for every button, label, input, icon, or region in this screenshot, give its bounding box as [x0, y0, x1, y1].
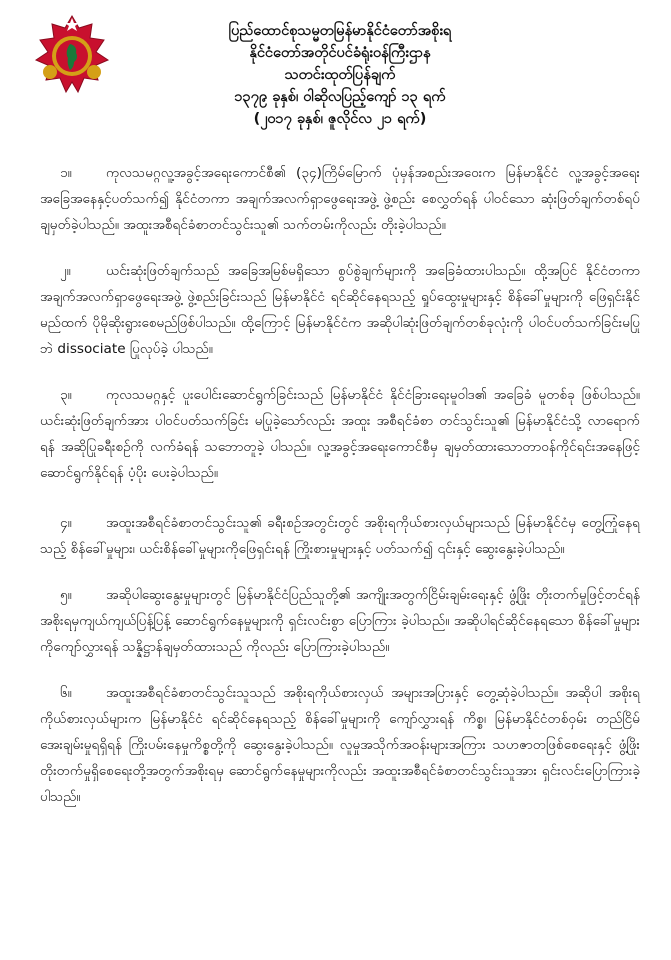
paragraph-text: အထူးအစီရင်ခံစာတင်သွင်းသူ၏ ခရီးစဉ်အတွင်းတွင် အစိုးရကိုယ်စားလှယ်များသည် မြန်မာနိုင်ငံမှ တွေ့ကြုံနေရသည့် စိန်ခေါ်မှုများ၊ ယင်းစိန်ခေါ်မှုများကိုဖြေရှင်းရန် ကြိုးစားမှုများနှင့် ပတ်သက်၍ ၎င်းနှင့် ဆွေးနွေးခဲ့ပါသည်။: [40, 515, 640, 557]
paragraph-number: ၂။: [60, 263, 71, 279]
paragraph-text: အထူးအစီရင်ခံစာတင်သွင်းသူသည် အစိုးရကိုယ်စားလှယ် အများအပြားနှင့် တွေ့ဆုံခဲ့ပါသည်။ အဆိုပါ အစိုးရကိုယ်စားလှယ်များက မြန်မာနိုင်ငံ ရင်ဆိုင်နေရသည့် စိန်ခေါ်မှုများကို ကျော်လွှားရန် ကိစ္စ၊ မြန်မာနိုင်ငံတစ်ဝှမ်း တည်ငြိမ်အေးချမ်းမှုရရှိရန် ကြိုးပမ်းနေမှုကိစ္စတို့ကို ဆွေးနွေးခဲ့ပါသည်။ လူမှုအသိုက်အဝန်းများအကြား သဟဇာတဖြစ်စေရေးနှင့် ဖွံ့ဖြိုးတိုးတက်မှုရှိစေရေးတို့အတွက်အစိုးရမှ ဆောင်ရွက်နေမှုများကိုလည်း အထူးအစီရင်ခံစာတင်သွင်းသူအား ရှင်းလင်းပြောကြားခဲ့ပါသည်။: [40, 685, 640, 805]
paragraph-number: ၁။: [60, 165, 72, 181]
paragraph-5: [40, 582, 640, 660]
paragraph-1: [40, 160, 640, 238]
paragraph-text: ကုလသမဂ္ဂလူ့အခွင့်အရေးကောင်စီ၏ (၃၄)ကြိမ်မြောက် ပုံမှန်အစည်းအဝေးက မြန်မာနိုင်ငံ လူ့အခွင့်အရေး အခြေအနေနှင့်ပတ်သက်၍ နိုင်ငံတကာ အချက်အလက်ရှာဖွေရေးအဖွဲ့ ဖွဲ့စည်း စေလွှတ်ရန် ပါဝင်သော ဆုံးဖြတ်ချက်တစ်ရပ် ချမှတ်ခဲ့ပါသည်။ အထူးအစီရင်ခံစာတင်သွင်းသူ၏ သက်တမ်းကိုလည်း တိုးခဲ့ပါသည်။: [40, 165, 640, 233]
header-document-type: သတင်းထုတ်ပြန်ချက်: [284, 67, 396, 83]
paragraph-2: [40, 258, 640, 362]
paragraph-number: ၄။: [60, 515, 72, 531]
header-ministry-title: နိုင်ငံတော်အတိုင်ပင်ခံရုံးဝန်ကြီးဌာန: [249, 45, 431, 61]
press-release-body: [40, 160, 640, 810]
paragraph-4: [40, 510, 640, 562]
header-gregorian-date: (၂၀၁၇ ခုနှစ်၊ ဇူလိုင်လ ၂၁ ရက်): [253, 111, 427, 127]
state-seal-emblem: [30, 14, 114, 98]
press-release-header: [140, 20, 540, 130]
paragraph-number: ၅။: [60, 587, 72, 603]
paragraph-text: ကုလသမဂ္ဂနှင့် ပူးပေါင်းဆောင်ရွက်ခြင်းသည် မြန်မာနိုင်ငံ နိုင်ငံခြားရေးမူဝါဒ၏ အခြေခံ မူတစ်ခု ဖြစ်ပါသည်။ ယင်းဆုံးဖြတ်ချက်အား ပါဝင်ပတ်သက်ခြင်း မပြုခဲ့သော်လည်း အထူး အစီရင်ခံစာ တင်သွင်းသူ၏ မြန်မာနိုင်ငံသို့ လာရောက်ရန် အဆိုပြုခရီးစဉ်ကို လက်ခံရန် သဘောတူခဲ့ ပါသည်။ လူ့အခွင့်အရေးကောင်စီမှ ချမှတ်ထားသောတာဝန်ကိုင်ရင်းအနေဖြင့် ဆောင်ရွက်နိုင်ရန် ပံ့ပိုး ပေးခဲ့ပါသည်။: [40, 387, 640, 481]
header-government-title: ပြည်ထောင်စုသမ္မတမြန်မာနိုင်ငံတော်အစိုးရ: [228, 23, 452, 39]
paragraph-3: [40, 382, 640, 486]
paragraph-text: ယင်းဆုံးဖြတ်ချက်သည် အခြေအမြစ်မရှိသော စွပ်စွဲချက်များကို အခြေခံထားပါသည်။ ထို့အပြင် နိုင်ငံတကာ အချက်အလက်ရှာဖွေရေးအဖွဲ့ ဖွဲ့စည်းခြင်းသည် မြန်မာနိုင်ငံ ရင်ဆိုင်နေရသည့် ရှုပ်ထွေးမှုများနှင့် စိန်ခေါ်မှုများကို ဖြေရှင်းနိုင်မည်ထက် ပိုမိုဆိုးရွားစေမည်ဖြစ်ပါသည်။ ထို့ကြောင့် မြန်မာနိုင်ငံက အဆိုပါဆုံးဖြတ်ချက်တစ်ခုလုံးကို ပါဝင်ပတ်သက်ခြင်းမပြုဘဲ dissociate ပြုလုပ်ခဲ့ ပါသည်။: [40, 263, 640, 357]
paragraph-text: အဆိုပါဆွေးနွေးမှုများတွင် မြန်မာနိုင်ငံပြည်သူတို့၏ အကျိုးအတွက်ငြိမ်းချမ်းရေးနှင့် ဖွံ့ဖြိုး တိုးတက်မှုဖြင့်တင်ရန် အစိုးရမှကျယ်ကျယ်ပြန့်ပြန့် ဆောင်ရွက်နေမှုများကို ရှင်းလင်းစွာ ပြောကြား ခဲ့ပါသည်။ အဆိုပါရင်ဆိုင်နေရသော စိန်ခေါ်မှုများကိုကျော်လွှားရန် သန္နိဋ္ဌာန်ချမှတ်ထားသည် ကိုလည်း ပြောကြားခဲ့ပါသည်။: [40, 587, 640, 655]
paragraph-number: ၃။: [60, 387, 72, 403]
header-myanmar-date: ၁၃၇၉ ခုနှစ်၊ ဝါဆိုလပြည့်ကျော် ၁၃ ရက်: [234, 89, 446, 105]
paragraph-number: ၆။: [60, 685, 72, 701]
paragraph-6: [40, 680, 640, 810]
